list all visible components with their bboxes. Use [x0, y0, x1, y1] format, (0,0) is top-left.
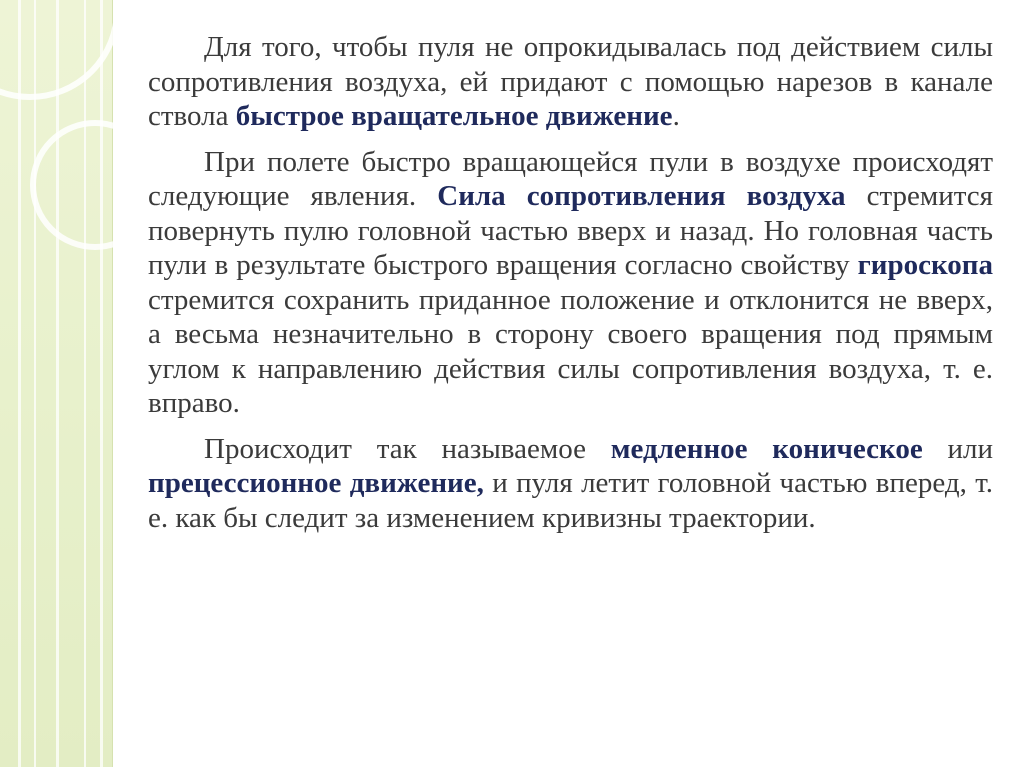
decorative-stripe: [84, 0, 86, 767]
highlight-term: медленное коническое: [610, 432, 923, 465]
highlight-term: прецессионное движение,: [148, 467, 484, 499]
slide-body: [148, 30, 993, 546]
paragraph-2: При полете быстро вращающейся пули в воздухе происходят следующие явления. Сила сопротивления воздуха стремится повернуть пулю головной частью вверх и назад. Но головная часть пули в результате быстрого вращения согласно свойству гироскопа стремится сохранить приданное положение и отклонится не вверх, а весьма незначительно в сторону своего вращения под прямым углом к направлению действия силы сопротивления воздуха, т. е. вправо.: [148, 145, 993, 419]
highlight-term: быстрое вращательное движение: [235, 100, 673, 132]
decorative-stripe: [56, 0, 59, 767]
decorative-ring: [30, 120, 160, 250]
highlight-term: Сила сопротивления воздуха: [437, 180, 846, 212]
paragraph-1: Для того, чтобы пуля не опрокидывалась под действием силы сопротивления воздуха, ей придают с помощью нарезов в канале ствола быстрое вращательное движение.: [148, 31, 993, 132]
decorative-stripe: [18, 0, 21, 767]
paragraph-3: Происходит так называемое медленное коническое или прецессионное движение, и пуля летит головной частью вперед, т. е. как бы следит за изменением кривизны траектории.: [148, 432, 993, 534]
decorative-stripe: [100, 0, 103, 767]
decorative-stripe: [34, 0, 36, 767]
highlight-term: гироскопа: [857, 249, 993, 281]
decorative-sidebar: [0, 0, 113, 767]
